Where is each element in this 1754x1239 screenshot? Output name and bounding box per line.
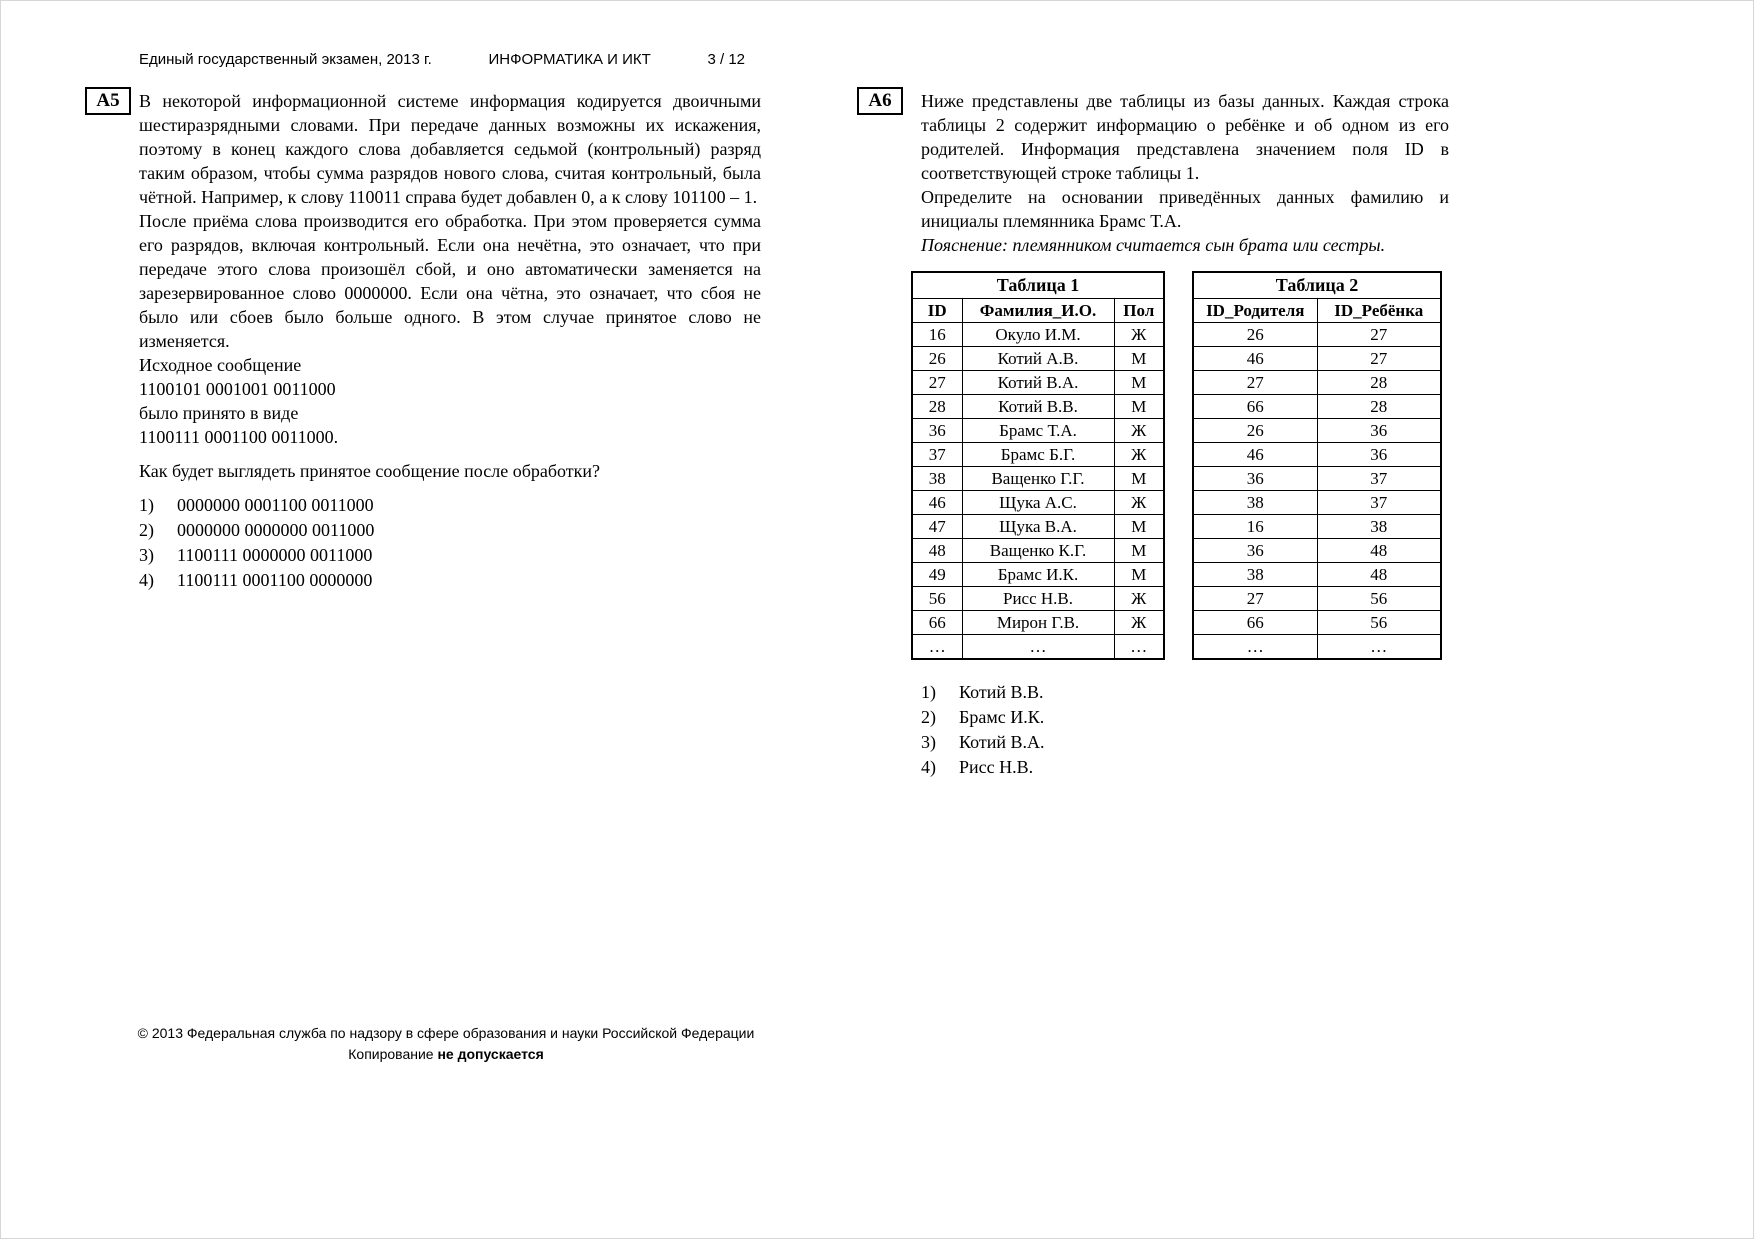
table1-cell-id: 36 [912,419,962,443]
table1-row [912,491,1164,515]
a6-explanation-note: Пояснение: племянником считается сын брата или сестры. [921,235,1386,255]
table2-cell-parent-id: 36 [1193,467,1317,491]
table1-row [912,515,1164,539]
footer-notice-bold: не допускается [437,1046,544,1062]
footer-copyright: © 2013 Федеральная служба по надзору в сфере образования и науки Российской Федерации [137,1025,755,1041]
option-text: 0000000 0000000 0011000 [177,520,375,540]
table2-cell-parent-id: 46 [1193,443,1317,467]
question-a5 [139,89,761,593]
table2-cell-parent-id: 66 [1193,395,1317,419]
table1-row [912,323,1164,347]
table2-cell-parent-id: 26 [1193,323,1317,347]
option-number: 1) [921,682,936,702]
table1-cell-surname: … [962,635,1114,660]
table1-cell-id: 16 [912,323,962,347]
table1-cell-id: 27 [912,371,962,395]
a6-answer-option [921,680,1449,704]
table2-cell-child-id: 37 [1317,491,1441,515]
table2-cell-child-id: 28 [1317,371,1441,395]
table1-cell-gender: Ж [1114,611,1164,635]
table1-cell-gender: Ж [1114,491,1164,515]
table1-cell-surname: Рисс Н.В. [962,587,1114,611]
a5-message-line-3: было принято в виде [139,403,299,423]
table1-cell-gender: Ж [1114,443,1164,467]
table2-row [1193,347,1441,371]
table1-cell-gender: М [1114,467,1164,491]
a5-message-line-4: 1100111 0001100 0011000. [139,427,339,447]
table1-cell-surname: Котий В.В. [962,395,1114,419]
table1-cell-surname: Окуло И.М. [962,323,1114,347]
table2-row [1193,323,1441,347]
table1-body [912,323,1164,660]
table2-row [1193,443,1441,467]
table1-cell-gender: М [1114,371,1164,395]
table1 [911,271,1165,660]
table2-row [1193,491,1441,515]
table1-cell-gender: М [1114,563,1164,587]
table2-row [1193,539,1441,563]
table1-header-id: ID [912,299,962,323]
table2-cell-parent-id: 27 [1193,371,1317,395]
table2-cell-parent-id: 27 [1193,587,1317,611]
a5-paragraph-2: После приёма слова производится его обработка. При этом проверяется сумма его разрядов, включая контрольный. Если она нечётна, это означает, что при передаче этого слова произошёл сбой, и оно автоматически заменяется на зарезервированное слово 0000000. Если она чётна, это означает, что сбоя не было или сбоев было больше одного. В этом случае принятое слово не изменяется. [139,211,761,351]
table2-title-row [1193,272,1441,299]
table1-cell-gender: М [1114,515,1164,539]
table1-cell-surname: Щука А.С. [962,491,1114,515]
header-subject: ИНФОРМАТИКА И ИКТ [488,51,651,68]
table2-cell-child-id: 28 [1317,395,1441,419]
table2-cell-parent-id: 36 [1193,539,1317,563]
table2-cell-child-id: 27 [1317,323,1441,347]
option-text: 0000000 0001100 0011000 [177,495,374,515]
table2-cell-parent-id: 66 [1193,611,1317,635]
table2-cell-child-id: … [1317,635,1441,660]
table1-row [912,539,1164,563]
table1-row [912,587,1164,611]
table1-cell-id: 48 [912,539,962,563]
table1-cell-surname: Ващенко К.Г. [962,539,1114,563]
table1-cell-id: 46 [912,491,962,515]
table1-header-surname: Фамилия_И.О. [962,299,1114,323]
a5-question-text: Как будет выглядеть принятое сообщение после обработки? [139,461,601,481]
table1-row [912,563,1164,587]
table1-row [912,467,1164,491]
table1-cell-surname: Мирон Г.В. [962,611,1114,635]
table2-cell-parent-id: 38 [1193,563,1317,587]
option-text: Котий В.В. [959,682,1044,702]
table1-cell-gender: Ж [1114,587,1164,611]
a5-message-line-1: Исходное сообщение [139,355,302,375]
a6-answer-option [921,730,1449,754]
table2-cell-child-id: 48 [1317,539,1441,563]
table2-cell-parent-id: 38 [1193,491,1317,515]
table1-cell-id: 66 [912,611,962,635]
table1-cell-gender: М [1114,395,1164,419]
table2-row [1193,467,1441,491]
table2-cell-parent-id: … [1193,635,1317,660]
table1-cell-surname: Брамс Т.А. [962,419,1114,443]
option-text: 1100111 0000000 0011000 [177,545,373,565]
option-number: 1) [139,495,154,515]
table2-body [1193,323,1441,660]
table1-cell-gender: … [1114,635,1164,660]
table2-header-child-id: ID_Ребёнка [1317,299,1441,323]
a5-answer-option [139,493,761,517]
option-number: 4) [921,757,936,777]
table2-cell-child-id: 36 [1317,419,1441,443]
a6-paragraph-1: Ниже представлены две таблицы из базы данных. Каждая строка таблицы 2 содержит информацию о ребёнке и об одном из его родителей. Информация представлена значением поля ID в соответствующей строке таблицы 1. [921,91,1449,183]
footer-notice-normal: Копирование [348,1046,438,1062]
a5-message-block [139,353,761,449]
a5-answer-option [139,543,761,567]
table1-row [912,371,1164,395]
table2-header-parent-id: ID_Родителя [1193,299,1317,323]
table1-cell-id: 56 [912,587,962,611]
a5-answer-option [139,518,761,542]
table1-cell-surname: Щука В.А. [962,515,1114,539]
question-a5-label: А5 [96,90,120,111]
a6-answer-option [921,705,1449,729]
option-number: 2) [139,520,154,540]
table1-cell-surname: Ващенко Г.Г. [962,467,1114,491]
page-footer [96,1023,796,1065]
option-text: Брамс И.К. [959,707,1045,727]
table1-title-row [912,272,1164,299]
table2 [1192,271,1442,660]
table2-row [1193,419,1441,443]
a6-database-tables [911,271,1449,660]
option-text: Котий В.А. [959,732,1045,752]
header-page-number: 3 / 12 [707,51,745,68]
option-text: 1100111 0001100 0000000 [177,570,373,590]
table1-cell-id: 49 [912,563,962,587]
table1-cell-gender: М [1114,539,1164,563]
table1-row [912,419,1164,443]
option-number: 4) [139,570,154,590]
table2-row [1193,587,1441,611]
table1-cell-id: 47 [912,515,962,539]
table2-title: Таблица 2 [1193,272,1441,299]
table1-cell-surname: Брамс И.К. [962,563,1114,587]
table2-cell-child-id: 27 [1317,347,1441,371]
table1-header-row [912,299,1164,323]
a5-answer-option [139,568,761,592]
a5-message-line-2: 1100101 0001001 0011000 [139,379,336,399]
table1-row [912,395,1164,419]
table1-cell-id: 26 [912,347,962,371]
question-a6-label-box [857,87,903,115]
a6-options [921,680,1449,779]
question-a6-label: А6 [868,90,892,111]
table2-row [1193,395,1441,419]
a6-paragraph-2: Определите на основании приведённых данных фамилию и инициалы племянника Брамс Т.А. [921,187,1449,231]
a5-options [139,493,761,592]
table1-cell-gender: Ж [1114,323,1164,347]
table2-cell-child-id: 38 [1317,515,1441,539]
table1-row [912,635,1164,660]
table2-header-row [1193,299,1441,323]
table1-cell-id: 28 [912,395,962,419]
table1-row [912,347,1164,371]
table2-row [1193,515,1441,539]
question-a6 [921,89,1449,780]
table1-header-gender: Пол [1114,299,1164,323]
option-number: 3) [139,545,154,565]
table1-cell-gender: М [1114,347,1164,371]
header-exam-title: Единый государственный экзамен, 2013 г. [139,51,432,68]
table2-cell-child-id: 56 [1317,587,1441,611]
table2-row [1193,611,1441,635]
question-a5-label-box [85,87,131,115]
table2-row [1193,635,1441,660]
table1-cell-id: … [912,635,962,660]
table1-cell-surname: Котий В.А. [962,371,1114,395]
table1-title: Таблица 1 [912,272,1164,299]
table1-row [912,443,1164,467]
table2-cell-child-id: 56 [1317,611,1441,635]
table2-cell-parent-id: 46 [1193,347,1317,371]
table2-cell-child-id: 37 [1317,467,1441,491]
table2-row [1193,371,1441,395]
table1-row [912,611,1164,635]
table2-cell-parent-id: 16 [1193,515,1317,539]
table1-cell-surname: Котий А.В. [962,347,1114,371]
footer-copy-notice [96,1044,796,1065]
table2-cell-parent-id: 26 [1193,419,1317,443]
table1-cell-surname: Брамс Б.Г. [962,443,1114,467]
option-number: 3) [921,732,936,752]
page-header [139,51,745,68]
table1-cell-id: 38 [912,467,962,491]
option-number: 2) [921,707,936,727]
a5-paragraph-1: В некоторой информационной системе информация кодируется двоичными шестиразрядными словами. При передаче данных возможны их искажения, поэтому в конец каждого слова добавляется седьмой (контрольный) разряд таким образом, чтобы сумма разрядов нового слова, считая контрольный, была чётной. Например, к слову 110011 справа будет добавлен 0, а к слову 101100 – 1. [139,91,761,207]
a6-answer-option [921,755,1449,779]
option-text: Рисс Н.В. [959,757,1034,777]
table1-cell-gender: Ж [1114,419,1164,443]
table2-cell-child-id: 36 [1317,443,1441,467]
table2-cell-child-id: 48 [1317,563,1441,587]
table1-cell-id: 37 [912,443,962,467]
table2-row [1193,563,1441,587]
